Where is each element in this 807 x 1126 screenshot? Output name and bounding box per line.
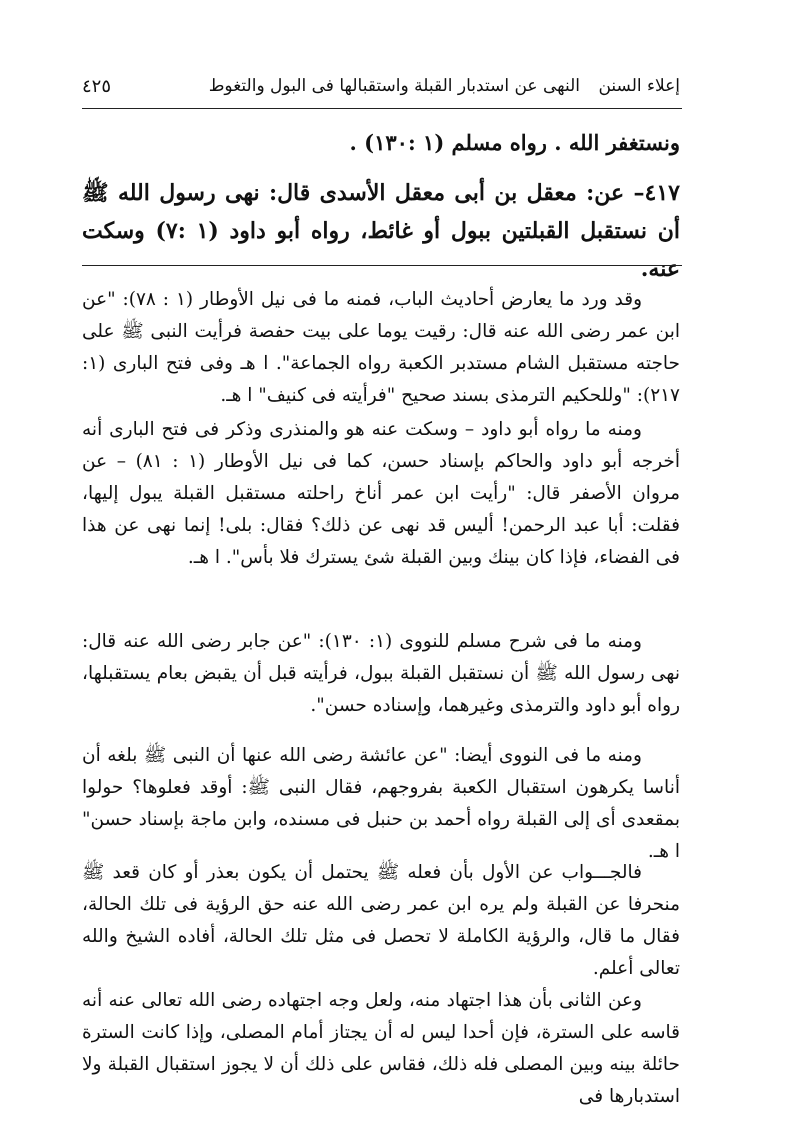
opening-line: ونستغفر الله . رواه مسلم (١ :١٣٠) . — [349, 130, 680, 155]
commentary-paragraph — [82, 857, 680, 985]
commentary-paragraph-text: ومنه ما فى شرح مسلم للنووى (١: ١٣٠): "عن جابر رضى الله عنه قال: نهى رسول الله ﷺ أن نستقبل القبلة ببول، فرأيته قبل أن يقبض بعام يستقبلها، رواه أبو داود والترمذى وغيرهما، وإسناده حسن". — [82, 631, 680, 716]
book-title: إعلاء السنن — [598, 76, 680, 96]
commentary-paragraph — [82, 985, 680, 1113]
commentary-paragraph — [82, 414, 680, 574]
commentary-paragraph-text: وقد ورد ما يعارض أحاديث الباب، فمنه ما فى نيل الأوطار (١ : ٧٨): "عن ابن عمر رضى الله عنه قال: رقيت يوما على بيت حفصة فرأيت النبى ﷺ على حاجته مستقبل الشام مستدبر الكعبة رواه الجماعة". ا هـ وفى فتح البارى (١: ٢١٧): "وللحكيم الترمذى بسند صحيح "فرأيته فى كنيف" ا هـ. — [82, 289, 680, 406]
chapter-title: النهى عن استدبار القبلة واستقبالها فى البول والتغوط — [208, 76, 580, 96]
section-divider — [82, 265, 682, 266]
commentary-paragraph-text: ومنه ما فى النووى أيضا: "عن عائشة رضى الله عنها أن النبى ﷺ بلغه أن أناسا يكرهون استقبال الكعبة بفروجهم، فقال النبى ﷺ: أوقد فعلوها؟ حولوا بمقعدى أى إلى القبلة رواه أحمد بن حنبل فى مسنده، وابن ماجة بإسناد حسن" ا هـ. — [82, 745, 680, 862]
commentary-paragraph — [82, 284, 680, 412]
commentary-paragraph — [82, 740, 680, 868]
page-number: ٤٢٥ — [82, 76, 112, 97]
commentary-paragraph-text: وعن الثانى بأن هذا اجتهاد منه، ولعل وجه اجتهاده رضى الله تعالى عنه أنه قاسه على السترة، فإن أحدا ليس له أن يجتاز أمام المصلى، وإذا كانت السترة حائلة بينه وبين المصلى فله ذلك، فقاس على ذلك أن لا يجوز استقبال القبلة ولا استدبارها فى — [82, 990, 680, 1107]
header-rule — [82, 108, 682, 109]
running-header — [82, 74, 680, 104]
commentary-paragraph-text: فالجـــواب عن الأول بأن فعله ﷺ يحتمل أن يكون بعذر أو كان قعد ﷺ منحرفا عن القبلة ولم يره ابن عمر رضى الله عنه حق الرؤية فى تلك الحالة، فقال ما قال، والرؤية الكاملة لا تحصل فى مثل تلك الحالة، أفاده الشيخ والله تعالى أعلم. — [82, 862, 680, 979]
commentary-paragraph — [82, 626, 680, 722]
hadith-text: ٤١٧– عن: معقل بن أبى معقل الأسدى قال: نهى رسول الله ﷺ أن نستقبل القبلتين ببول أو غائط، رواه أبو داود (١ :٧) وسكت عنه. — [82, 180, 681, 282]
commentary-paragraph-text: ومنه ما رواه أبو داود – وسكت عنه هو والمنذرى وذكر فى فتح البارى أنه أخرجه أبو داود والحاكم بإسناد حسن، كما فى نيل الأوطار (١ : ٨١) – عن مروان الأصفر قال: "رأيت ابن عمر أناخ راحلته مستقبل القبلة يبول إليها، فقلت: أبا عبد الرحمن! أليس قد نهى عن ذلك؟ فقال: بلى! إنما نهى عن هذا فى الفضاء، فإذا كان بينك وبين القبلة شئ يسترك فلا بأس". ا هـ. — [82, 419, 680, 568]
